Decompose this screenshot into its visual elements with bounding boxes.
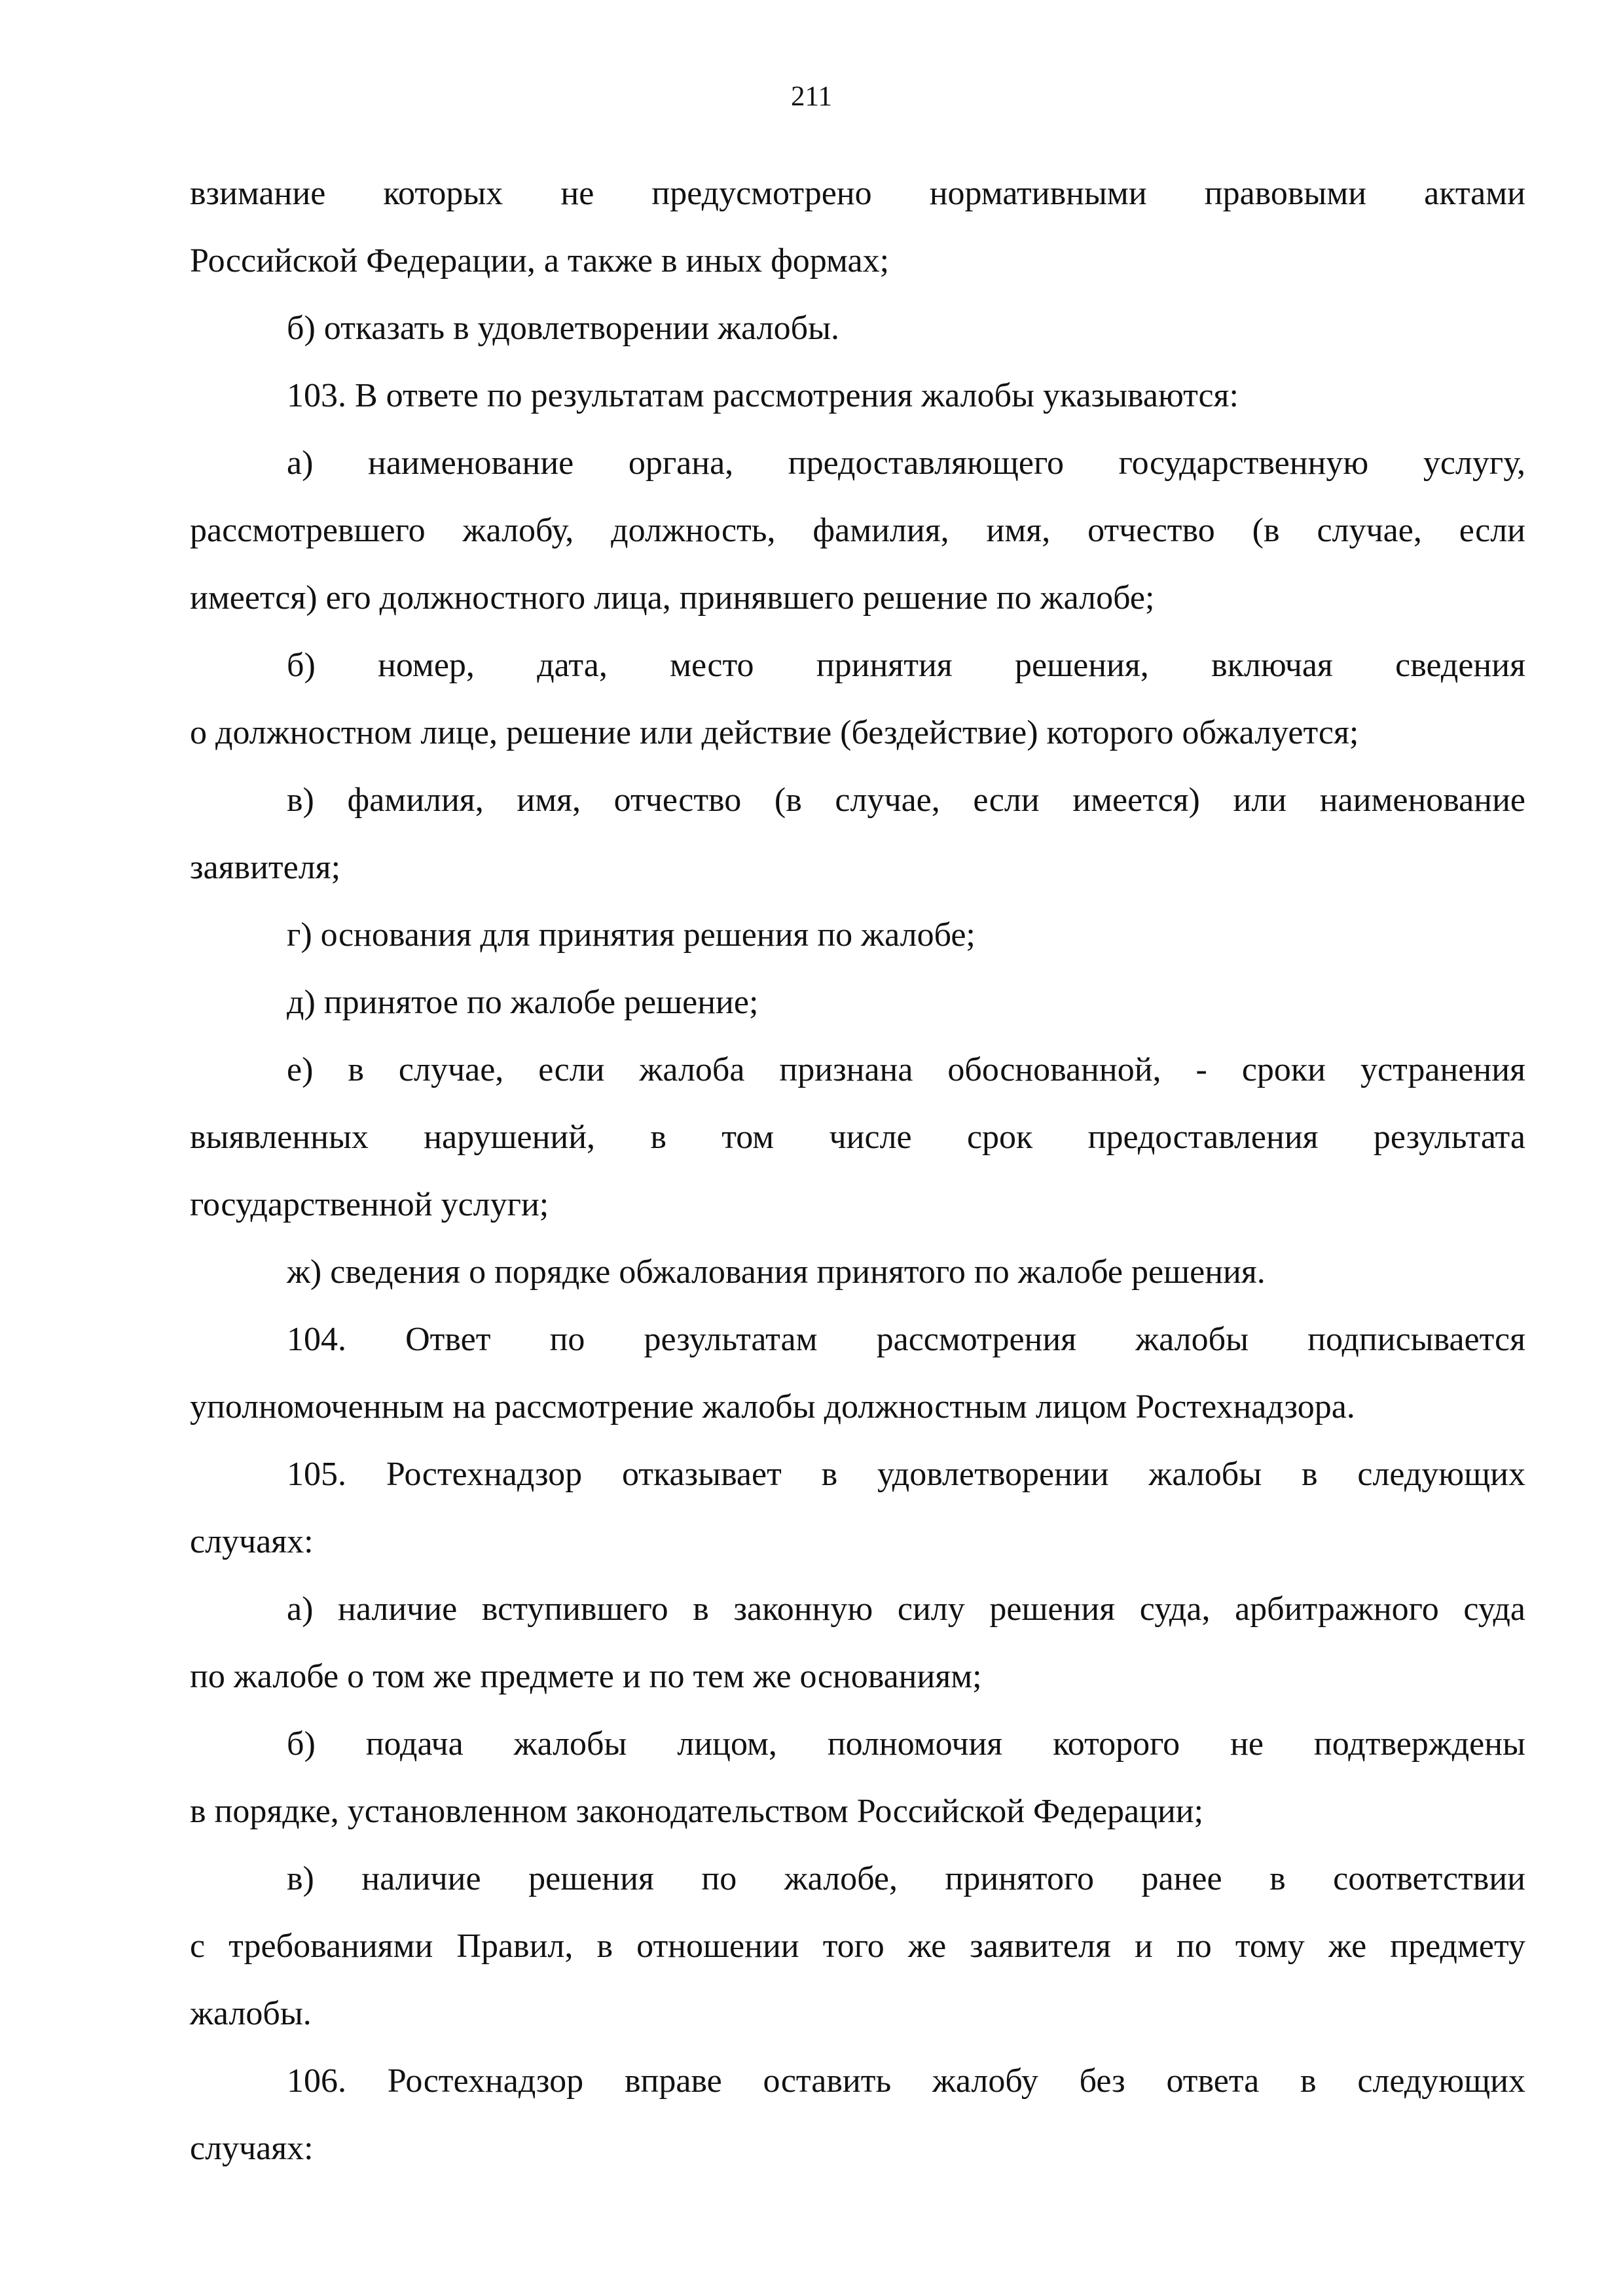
text-line: Российской Федерации, а также в иных формах; [190, 242, 890, 279]
text-line: 103. В ответе по результатам рассмотрения жалобы указываются: [287, 377, 1239, 414]
text-line: б) подача жалобы лицом, полномочия которого не подтверждены [287, 1725, 1525, 1763]
text-line: а) наименование органа, предоставляющего государственную услугу, [287, 444, 1525, 482]
text-line: случаях: [190, 2130, 314, 2167]
text-line: в порядке, установленном законодательством Российской Федерации; [190, 1793, 1204, 1830]
text-line: с требованиями Правил, в отношении того же заявителя и по тому же предмету [190, 1928, 1525, 1965]
text-line: ж) сведения о порядке обжалования принятого по жалобе решения. [287, 1253, 1266, 1291]
text-line: выявленных нарушений, в том числе срок предоставления результата [190, 1119, 1525, 1156]
text-line: взимание которых не предусмотрено нормативными правовыми актами [190, 175, 1525, 212]
text-line: д) принятое по жалобе решение; [287, 984, 759, 1021]
text-line: е) в случае, если жалоба признана обоснованной, - сроки устранения [287, 1051, 1525, 1088]
text-line: а) наличие вступившего в законную силу решения суда, арбитражного суда [287, 1590, 1525, 1628]
text-line: 104. Ответ по результатам рассмотрения жалобы подписывается [287, 1321, 1525, 1358]
text-line: 106. Ростехнадзор вправе оставить жалобу без ответа в следующих [287, 2062, 1525, 2100]
text-line: случаях: [190, 1523, 314, 1560]
text-line: рассмотревшего жалобу, должность, фамилия, имя, отчество (в случае, если [190, 512, 1525, 549]
text-line: государственной услуги; [190, 1186, 549, 1223]
text-line: б) отказать в удовлетворении жалобы. [287, 310, 840, 347]
text-line: г) основания для принятия решения по жалобе; [287, 916, 976, 954]
text-line: в) наличие решения по жалобе, принятого ранее в соответствии [287, 1860, 1525, 1897]
text-line: жалобы. [190, 1995, 312, 2032]
page-number: 211 [791, 81, 832, 112]
text-line: 105. Ростехнадзор отказывает в удовлетворении жалобы в следующих [287, 1456, 1525, 1493]
text-line: имеется) его должностного лица, принявшего решение по жалобе; [190, 579, 1155, 617]
text-line: заявителя; [190, 849, 341, 886]
text-line: уполномоченным на рассмотрение жалобы должностным лицом Ростехнадзора. [190, 1388, 1355, 1426]
text-line: о должностном лице, решение или действие (бездействие) которого обжалуется; [190, 714, 1359, 751]
document-body [190, 160, 1525, 2182]
text-line: по жалобе о том же предмете и по тем же основаниям; [190, 1658, 982, 1695]
text-line: в) фамилия, имя, отчество (в случае, если имеется) или наименование [287, 781, 1525, 819]
text-line: б) номер, дата, место принятия решения, включая сведения [287, 647, 1525, 684]
